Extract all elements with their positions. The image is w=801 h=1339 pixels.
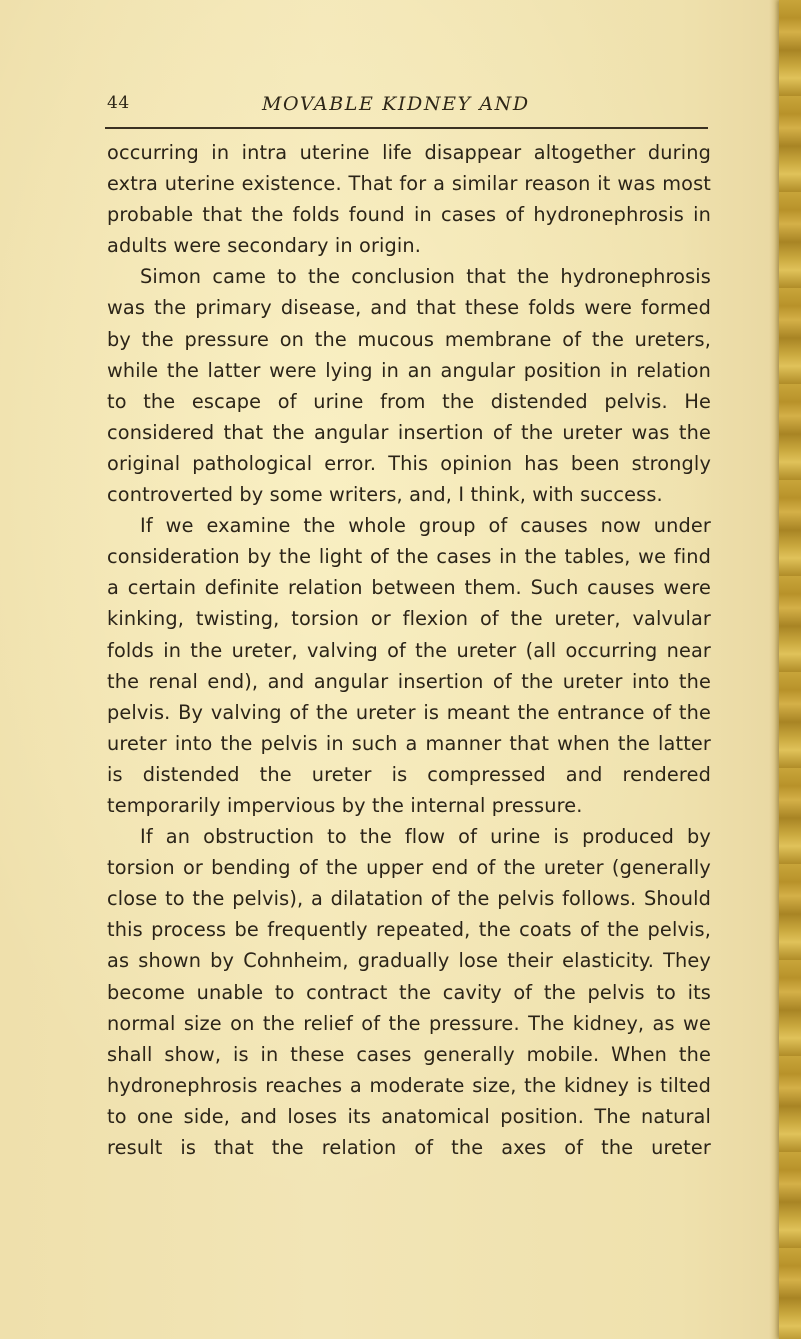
- page-header: [107, 93, 708, 123]
- page-number: 44: [107, 93, 130, 113]
- body-text: [107, 137, 711, 1163]
- page-edge-shadow: [769, 0, 779, 1339]
- paragraph-simon: Simon came to the conclusion that the hydronephrosis was the primary disease, and that these folds were formed by the pressure on the mucous membrane of the ureters, while the latter were lying in an angular position in relation to the escape of urine from the distended pelvis. He considered that the angular insertion of the ureter was the original pathological error. This opinion has been strongly controverted by some writers, and, I think, with success.: [107, 265, 711, 507]
- paragraph-obstruction: If an obstruction to the flow of urine is produced by torsion or bending of the upper end of the ureter (generally close to the pelvis), a dilatation of the pelvis follows. Should this process be frequently repeated, the coats of the pelvis, as shown by Cohnheim, gradually lose their elasticity. They become unable to contract the cavity of the pelvis to its normal size on the relief of the pressure. The kidney, as we shall show, is in these cases generally mobile. When the hydronephrosis reaches a moderate size, the kidney is tilted to one side, and loses its anatomical position. The natural result is that the relation of the axes of the ureter: [107, 825, 711, 1159]
- header-rule: [105, 127, 708, 129]
- paragraph-causes: If we examine the whole group of causes now under consideration by the light of the cases in the tables, we find a certain definite relation between them. Such causes were kinking, twisting, torsion or flexion of the ureter, valvular folds in the ureter, valving of the ureter (all occurring near the renal end), and angular insertion of the ureter into the pelvis. By valving of the ureter is meant the entrance of the ureter into the pelvis in such a manner that when the latter is distended the ureter is compressed and rendered temporarily impervious by the internal pressure.: [107, 514, 711, 817]
- running-title: MOVABLE KIDNEY AND: [262, 93, 530, 115]
- paragraph-continued: occurring in intra uterine life disappear altogether during extra uterine existence. That for a similar reason it was most probable that the folds found in cases of hydronephrosis in adults were secondary in origin.: [107, 141, 711, 258]
- gilt-page-edge: [779, 0, 801, 1339]
